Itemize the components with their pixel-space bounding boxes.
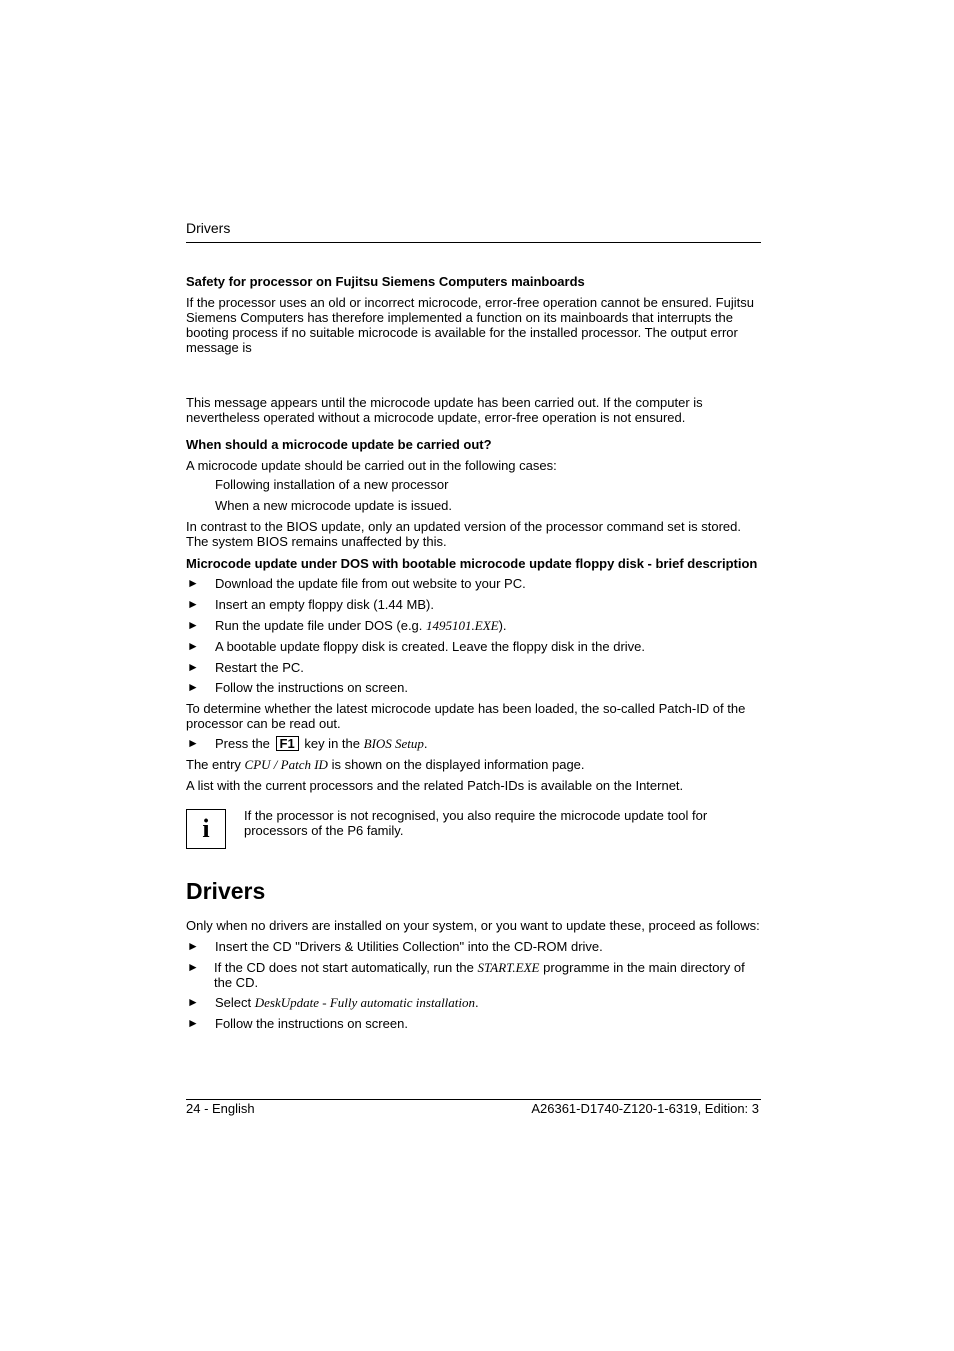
footer-rule — [186, 1099, 761, 1100]
bullet-arrow-icon: ► — [187, 618, 199, 632]
info-note: If the processor is not recognised, you also require the microcode update tool for processors of the P6 family. — [244, 808, 708, 838]
select-post: . — [475, 995, 479, 1010]
dos-step-follow: Follow the instructions on screen. — [215, 680, 408, 695]
entry-paragraph — [186, 757, 760, 772]
dos-step-run-file — [215, 618, 760, 633]
bullet-arrow-icon: ► — [187, 736, 199, 750]
bullet-arrow-icon: ► — [187, 939, 199, 953]
drivers-step-follow: Follow the instructions on screen. — [215, 1016, 408, 1031]
select-pre: Select — [215, 995, 252, 1010]
patch-list-note: A list with the current processors and the related Patch-IDs is available on the Internet. — [186, 778, 684, 793]
safety-heading: Safety for processor on Fujitsu Siemens Computers mainboards — [186, 274, 585, 289]
when-note: In contrast to the BIOS update, only an updated version of the processor command set is stored. The system BIOS remains unaffected by this. — [186, 519, 741, 549]
drivers-step-run-start — [214, 960, 759, 990]
when-intro: A microcode update should be carried out in the following cases: — [186, 458, 557, 473]
bullet-arrow-icon: ► — [187, 576, 199, 590]
press-key-pre: Press the — [215, 736, 270, 751]
update-filename: 1495101.EXE — [426, 618, 499, 633]
bullet-arrow-icon: ► — [187, 680, 199, 694]
footer-document-id: A26361-D1740-Z120-1-6319, Edition: 3 — [531, 1101, 759, 1116]
bullet-arrow-icon: ► — [187, 1016, 199, 1030]
bullet-arrow-icon: ► — [187, 960, 199, 974]
entry-post: is shown on the displayed information page. — [331, 757, 585, 772]
drivers-step-insert-cd: Insert the CD "Drivers & Utilities Collection" into the CD-ROM drive. — [215, 939, 603, 954]
dos-step-run-file-pre: Run the update file under DOS (e.g. — [215, 618, 427, 633]
bullet-arrow-icon: ► — [187, 660, 199, 674]
bullet-arrow-icon: ► — [187, 995, 199, 1009]
when-case-new-processor: Following installation of a new processor — [215, 477, 449, 492]
run-start-pre: If the CD does not start automatically, run the — [214, 960, 474, 975]
dos-step-disk-created: A bootable update floppy disk is created. Leave the floppy disk in the drive. — [215, 639, 645, 654]
start-exe-filename: START.EXE — [477, 960, 540, 975]
press-key-step — [215, 736, 760, 751]
safety-paragraph: If the processor uses an old or incorrect microcode, error-free operation cannot be ensured. Fujitsu Siemens Computers has therefore implemented a function on its mainboards that interrupts the booting process if no suitable microcode is available for the installed processor. The output error message is — [186, 295, 754, 355]
patch-id-term: CPU / Patch ID — [244, 757, 328, 772]
deskupdate-option: DeskUpdate - Fully automatic installation — [254, 995, 476, 1010]
info-icon: i — [186, 809, 226, 849]
determine-paragraph: To determine whether the latest microcode update has been loaded, the so-called Patch-ID of the processor can be read out. — [186, 701, 746, 731]
run-start-post: programme in the main directory of the CD. — [214, 960, 745, 990]
entry-pre: The entry — [186, 757, 241, 772]
safety-followup-paragraph: This message appears until the microcode update has been carried out. If the computer is nevertheless operated without a microcode update, error-free operation is not ensured. — [186, 395, 703, 425]
when-case-new-update: When a new microcode update is issued. — [215, 498, 453, 513]
running-header: Drivers — [186, 220, 231, 236]
press-key-mid: key in the — [304, 736, 360, 751]
bios-setup-term: BIOS Setup — [363, 736, 424, 751]
drivers-intro: Only when no drivers are installed on your system, or you want to update these, proceed as follows: — [186, 918, 760, 933]
header-rule — [186, 242, 761, 243]
press-key-post: . — [423, 736, 428, 751]
dos-step-insert-disk: Insert an empty floppy disk (1.44 MB). — [215, 597, 434, 612]
drivers-heading: Drivers — [186, 878, 266, 904]
dos-step-download: Download the update file from out website to your PC. — [215, 576, 526, 591]
dos-step-restart: Restart the PC. — [215, 660, 304, 675]
dos-step-run-file-post: ). — [498, 618, 507, 633]
dos-heading: Microcode update under DOS with bootable microcode update floppy disk - brief description — [186, 556, 758, 571]
bullet-arrow-icon: ► — [187, 639, 199, 653]
bullet-arrow-icon: ► — [187, 597, 199, 611]
footer-page-number: 24 - English — [186, 1101, 255, 1116]
when-heading: When should a microcode update be carried out? — [186, 437, 492, 452]
f1-key: F1 — [276, 736, 299, 751]
drivers-step-select — [215, 995, 760, 1010]
